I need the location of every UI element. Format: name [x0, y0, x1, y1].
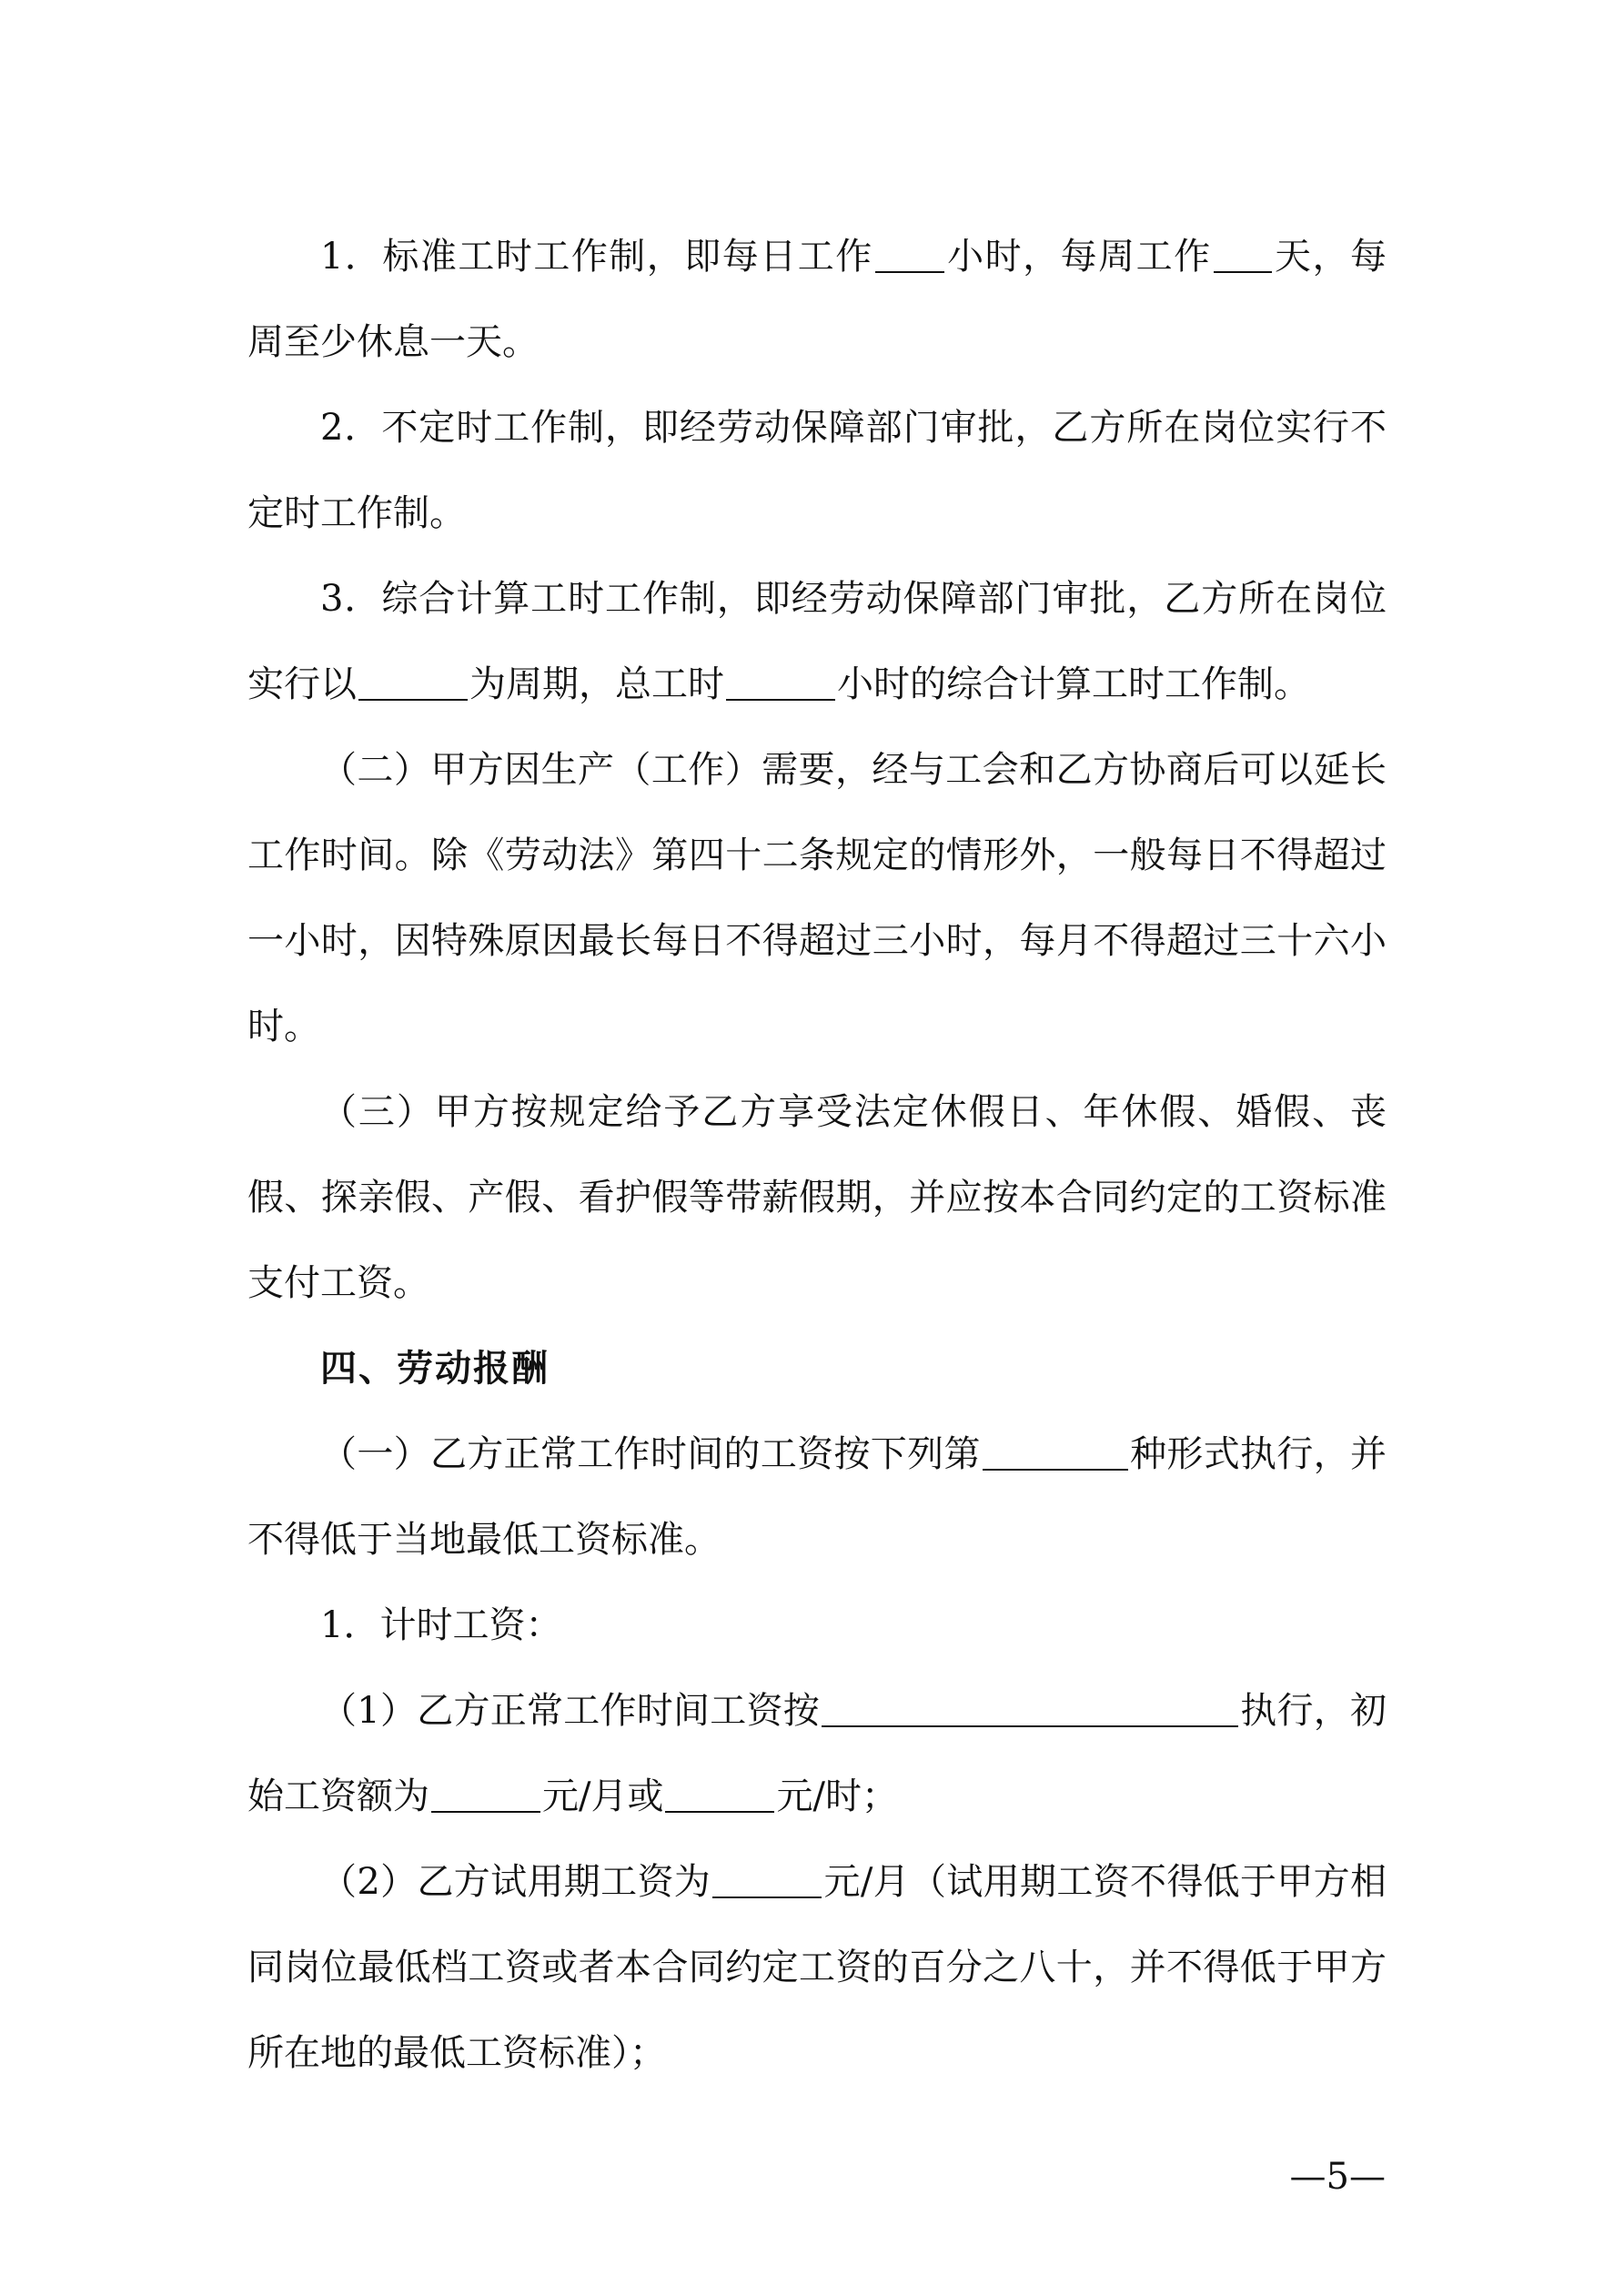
fill-in-blank[interactable]: [712, 1860, 822, 1898]
text-segment: 元/时；: [776, 1775, 898, 1817]
text-segment: 1．标准工时工作制，即每日工作: [320, 236, 873, 278]
text-segment: 小时，每周工作: [945, 236, 1212, 278]
text-segment: 天，每周至少休息一天。: [247, 236, 1387, 363]
text-segment: 执行，初始工资额为: [247, 1690, 1387, 1817]
text-segment: 1．计时工资：: [320, 1604, 562, 1646]
page-number: —5—: [1289, 2156, 1386, 2198]
text-segment: （三）甲方按规定给予乙方享受法定休假日、年休假、婚假、丧假、探亲假、产假、看护假等带薪假期，并应按本合同约定的工资标准支付工资。: [247, 1091, 1387, 1304]
paragraph: [247, 1069, 1387, 1326]
paragraph: [247, 1411, 1387, 1583]
paragraph: [247, 1839, 1387, 2096]
fill-in-blank[interactable]: [1214, 235, 1272, 273]
text-segment: 元/月（试用期工资不得低于甲方相同岗位最低档工资或者本合同约定工资的百分之八十，并不得低于甲方所在地的最低工资标准）；: [247, 1861, 1387, 2074]
text-segment: 2．不定时工作制，即经劳动保障部门审批，乙方所在岗位实行不定时工作制。: [247, 407, 1387, 534]
paragraph: [247, 1583, 1387, 1668]
text-segment: （二）甲方因生产（工作）需要，经与工会和乙方协商后可以延长工作时间。除《劳动法》第四十二条规定的情形外，一般每日不得超过一小时，因特殊原因最长每日不得超过三小时，每月不得超过三十六小时。: [247, 749, 1387, 1047]
fill-in-blank[interactable]: [358, 663, 468, 701]
paragraph: [247, 1668, 1387, 1839]
section-heading: [247, 1326, 1387, 1411]
text-segment: 种形式执行，并不得低于当地最低工资标准。: [247, 1433, 1387, 1561]
paragraph: [247, 556, 1387, 727]
fill-in-blank[interactable]: [665, 1775, 774, 1813]
text-segment: 为周期，总工时: [469, 663, 724, 705]
text-segment: 元/月或: [542, 1775, 664, 1817]
fill-in-blank[interactable]: [822, 1689, 1238, 1727]
paragraph: [247, 214, 1387, 385]
fill-in-blank[interactable]: [431, 1775, 540, 1813]
fill-in-blank[interactable]: [726, 663, 835, 701]
fill-in-blank[interactable]: [983, 1432, 1128, 1471]
text-segment: （2）乙方试用期工资为: [320, 1861, 711, 1903]
text-segment: 四、劳动报酬: [320, 1348, 550, 1390]
text-segment: 小时的综合计算工时工作制。: [837, 663, 1310, 705]
text-segment: 3．综合计算工时工作制，即经劳动保障部门审批，乙方所在岗位实行以: [247, 578, 1387, 705]
paragraph: [247, 727, 1387, 1069]
paragraph: [247, 385, 1387, 556]
fill-in-blank[interactable]: [875, 235, 944, 273]
text-segment: （一）乙方正常工作时间的工资按下列第: [320, 1433, 981, 1475]
text-segment: （1）乙方正常工作时间工资按: [320, 1690, 820, 1732]
document-body: [247, 214, 1387, 2096]
